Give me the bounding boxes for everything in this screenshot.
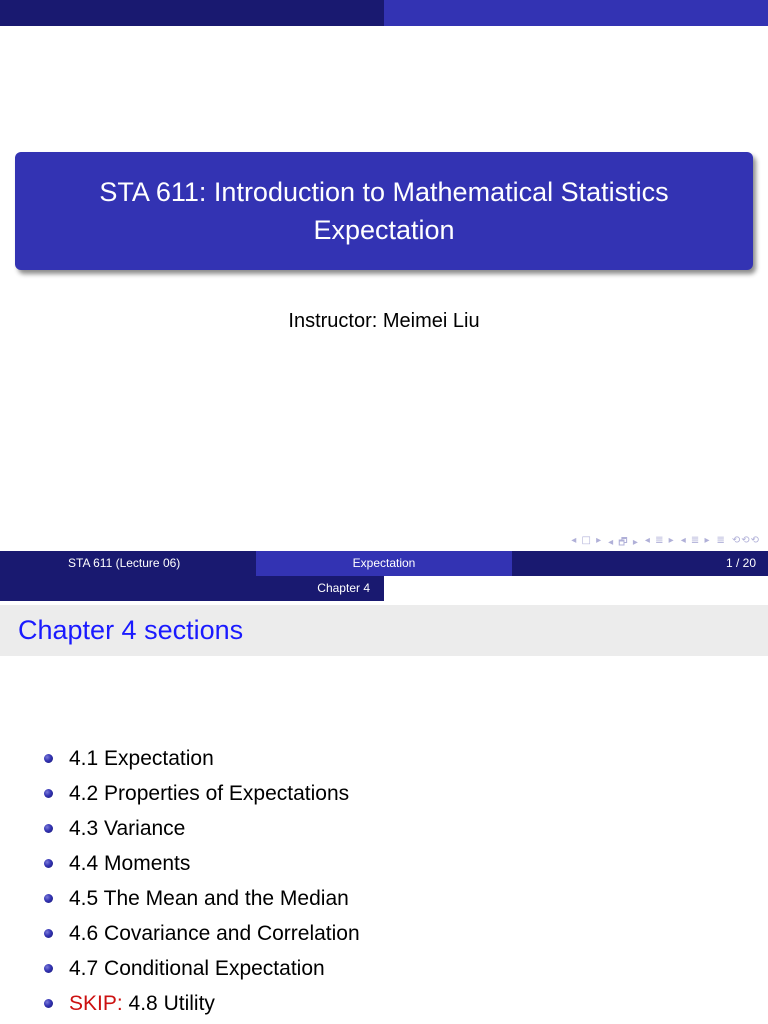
frame-title: Chapter 4 sections <box>0 605 768 656</box>
bullet-icon <box>44 789 53 798</box>
nav-subsection-icon[interactable]: ◂ 🗗 ▸ <box>608 537 639 548</box>
top-header-bar-left <box>0 0 384 26</box>
slide-header-line <box>0 551 768 576</box>
bullet-icon <box>44 929 53 938</box>
list-item <box>44 881 360 916</box>
list-item <box>44 776 360 811</box>
list-item-text: 4.4 Moments <box>69 852 191 875</box>
bullet-icon <box>44 964 53 973</box>
top-header-bar <box>0 0 768 26</box>
list-item <box>44 741 360 776</box>
subheader-chapter-label: Chapter 4 <box>0 576 384 601</box>
nav-appendix-icon[interactable]: ≣ <box>716 535 726 546</box>
section-list <box>44 741 360 1021</box>
beamer-navigation-symbols[interactable] <box>571 535 760 552</box>
nav-section-icon[interactable]: ◂ ≣ ▸ <box>644 535 675 546</box>
list-item-text: 4.6 Covariance and Correlation <box>69 922 360 945</box>
nav-frame-icon[interactable]: ◂ □ ▸ <box>571 535 603 546</box>
bullet-icon <box>44 754 53 763</box>
slide-subheader-line <box>0 576 768 601</box>
list-item <box>44 811 360 846</box>
top-header-bar-right <box>384 0 768 26</box>
title-line-1: STA 611: Introduction to Mathematical Statistics <box>99 177 669 207</box>
title-line-2: Expectation <box>313 215 455 245</box>
bullet-icon <box>44 824 53 833</box>
list-item-text: 4.2 Properties of Expectations <box>69 782 350 805</box>
header-lecture-label: STA 611 (Lecture 06) <box>68 556 181 570</box>
list-item <box>44 916 360 951</box>
instructor-name: Instructor: Meimei Liu <box>288 310 480 332</box>
header-left-cell <box>0 551 256 576</box>
bullet-icon <box>44 894 53 903</box>
list-item-text: 4.5 The Mean and the Median <box>69 887 349 910</box>
list-item <box>44 986 360 1021</box>
nav-search-icon[interactable]: ⟲⟲⟲ <box>731 535 760 546</box>
bullet-icon <box>44 999 53 1008</box>
list-item-text: 4.7 Conditional Expectation <box>69 957 325 980</box>
list-item <box>44 951 360 986</box>
subheader-right-blank <box>384 576 768 601</box>
header-center-cell: Expectation <box>256 551 512 576</box>
list-item-text: 4.3 Variance <box>69 817 186 840</box>
bullet-icon <box>44 859 53 868</box>
list-item-text: 4.8 Utility <box>128 992 215 1015</box>
title-box <box>15 152 753 270</box>
skip-label: SKIP: <box>69 992 123 1015</box>
header-page-number: 1 / 20 <box>512 551 768 576</box>
list-item <box>44 846 360 881</box>
list-item-text: 4.1 Expectation <box>69 747 214 770</box>
nav-document-icon[interactable]: ◂ ≣ ▸ <box>680 535 711 546</box>
chapter-slide <box>0 551 768 1024</box>
